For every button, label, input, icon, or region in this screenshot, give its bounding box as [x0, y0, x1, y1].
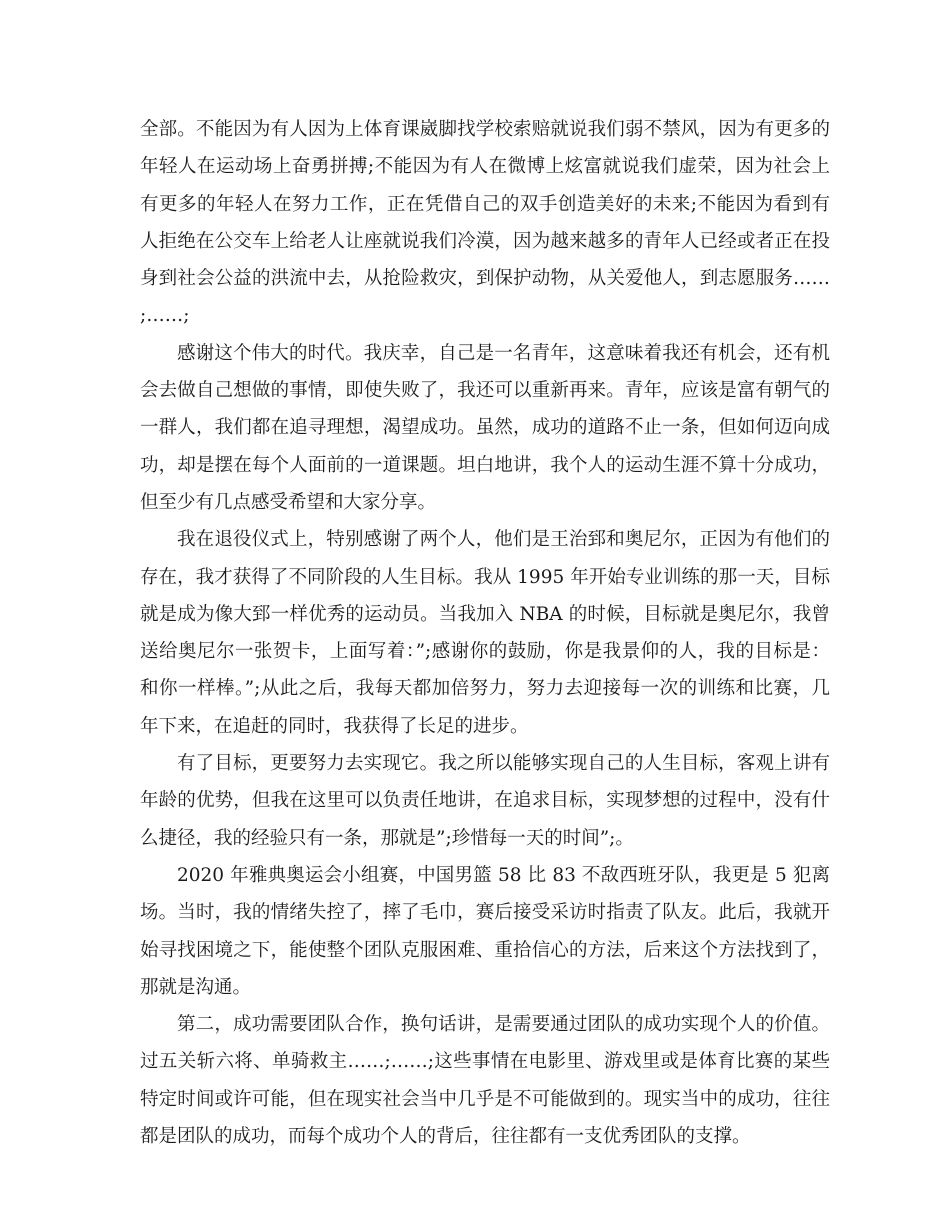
- paragraph-6: 第二，成功需要团队合作，换句话讲，是需要通过团队的成功实现个人的价值。过五关斩六将、单骑救主……;……;这些事情在电影里、游戏里或是体育比赛的某些特定时间或许可能，但在现实社会当中几乎是不可能做到的。现实当中的成功，往往都是团队的成功，而每个成功个人的背后，往往都有一支优秀团队的支撑。: [140, 1014, 830, 1148]
- paragraph-2: 感谢这个伟大的时代。我庆幸，自己是一名青年，这意味着我还有机会，还有机会去做自己想做的事情，即使失败了，我还可以重新再来。青年，应该是富有朝气的一群人，我们都在追寻理想，渴望成功。虽然，成功的道路不止一条，但如何迈向成功，却是摆在每个人面前的一道课题。坦白地讲，我个人的运动生涯不算十分成功，但至少有几点感受希望和大家分享。: [140, 342, 830, 513]
- paragraph-1: 全部。不能因为有人因为上体育课崴脚找学校索赔就说我们弱不禁风，因为有更多的年轻人在运动场上奋勇拼搏;不能因为有人在微博上炫富就说我们虚荣，因为社会上有更多的年轻人在努力工作，正在凭借自己的双手创造美好的未来;不能因为看到有人拒绝在公交车上给老人让座就说我们冷漠，因为越来越多的青年人已经或者正在投身到社会公益的洪流中去，从抢险救灾，到保护动物，从关爱他人，到志愿服务……;……;: [140, 119, 830, 327]
- paragraph-3: 我在退役仪式上，特别感谢了两个人，他们是王治郅和奥尼尔，正因为有他们的存在，我才获得了不同阶段的人生目标。我从 1995 年开始专业训练的那一天，目标就是成为像大郅一样优秀的运动员。当我加入 NBA 的时候，目标就是奥尼尔，我曾送给奥尼尔一张贺卡，上面写着：”;感谢你的鼓励，你是我景仰的人，我的目标是：和你一样棒。”;从此之后，我每天都加倍努力，努力去迎接每一次的训练和比赛，几年下来，在追赶的同时，我获得了长足的进步。: [140, 529, 830, 737]
- paragraph-5: 2020 年雅典奥运会小组赛，中国男篮 58 比 83 不敌西班牙队，我更是 5 犯离场。当时，我的情绪失控了，摔了毛巾，赛后接受采访时指责了队友。此后，我就开始寻找困境之下，能使整个团队克服困难、重拾信心的方法，后来这个方法找到了，那就是沟通。: [140, 864, 830, 998]
- paragraph-4: 有了目标，更要努力去实现它。我之所以能够实现自己的人生目标，客观上讲有年龄的优势，但我在这里可以负责任地讲，在追求目标，实现梦想的过程中，没有什么捷径，我的经验只有一条，那就是”;珍惜每一天的时间”;。: [140, 753, 830, 849]
- document-body: [140, 111, 830, 1155]
